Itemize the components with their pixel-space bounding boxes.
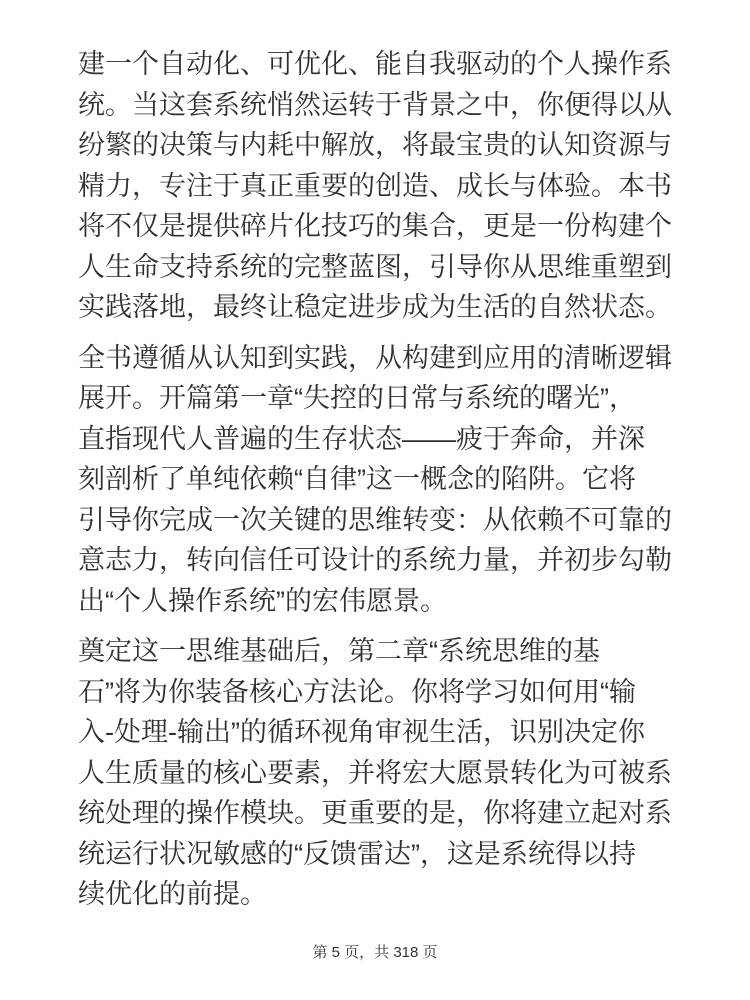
text-line: 入-处理-输出”的循环视角审视生活，识别决定你 — [78, 717, 645, 747]
text-line: 统处理的操作模块。更重要的是，你将建立起对系 — [78, 798, 672, 828]
text-line: 意志力，转向信任可设计的系统力量，并初步勾勒 — [78, 545, 672, 575]
paragraph-1 — [78, 44, 678, 328]
text-line: 石”将为你装备核心方法论。你将学习如何用“输 — [78, 676, 636, 707]
text-line: 直指现代人普遍的生存状态——疲于奔命，并深 — [78, 423, 645, 454]
text-line: 展开。开篇第一章“失控的日常与系统的曙光”， — [78, 383, 636, 413]
text-line: 奠定这一思维基础后，第二章“系统思维的基 — [78, 636, 600, 666]
text-line: 将不仅是提供碎片化技巧的集合，更是一份构建个 — [78, 211, 672, 241]
text-line: 统运行状况敏感的“反馈雷达”，这是系统得以持 — [78, 838, 636, 869]
page-content — [78, 0, 678, 925]
text-line: 人生质量的核心要素，并将宏大愿景转化为可被系 — [78, 757, 672, 788]
text-line: 实践落地，最终让稳定进步成为生活的自然状态。 — [78, 292, 672, 322]
text-line: 纷繁的决策与内耗中解放，将最宝贵的认知资源与 — [78, 130, 672, 160]
page-indicator: 第 5 页，共 318 页 — [312, 944, 438, 961]
paragraph-3 — [78, 631, 678, 915]
text-line: 引导你完成一次关键的思维转变：从依赖不可靠的 — [78, 504, 672, 535]
text-line: 续优化的前提。 — [78, 879, 267, 909]
text-line: 精力，专注于真正重要的创造、成长与体验。本书 — [78, 170, 672, 201]
text-line: 建一个自动化、可优化、能自我驱动的个人操作系 — [78, 49, 672, 79]
text-line: 出“个人操作系统”的宏伟愿景。 — [78, 585, 447, 616]
text-line: 全书遵循从认知到实践，从构建到应用的清晰逻辑 — [78, 342, 672, 373]
text-line: 统。当这套系统悄然运转于背景之中，你便得以从 — [78, 89, 672, 120]
paragraph-2 — [78, 338, 678, 622]
text-line: 人生命支持系统的完整蓝图，引导你从思维重塑到 — [78, 251, 672, 282]
text-line: 刻剖析了单纯依赖“自律”这一概念的陷阱。它将 — [78, 464, 636, 494]
